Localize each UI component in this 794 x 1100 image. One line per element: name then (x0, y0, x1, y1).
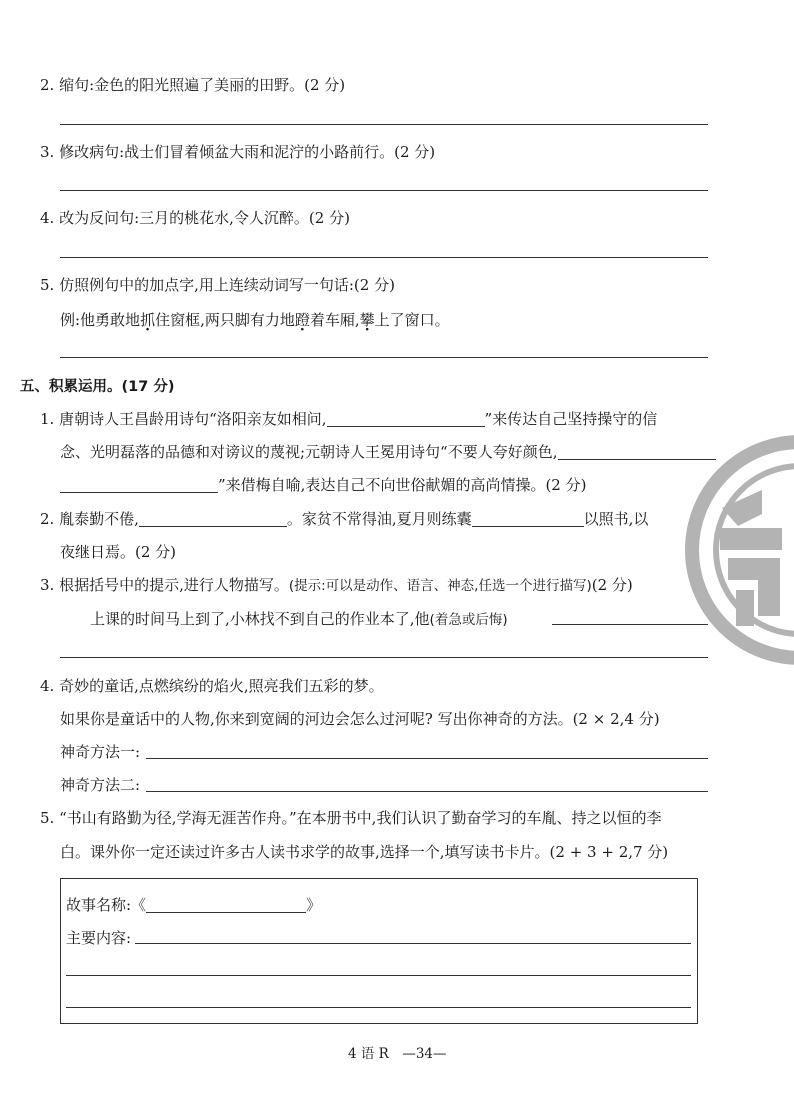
s4-method-2-label: 神奇方法二: (60, 776, 141, 794)
s3-hint: (提示:可以是动作、语言、神态,任选一个进行描写) (288, 578, 592, 594)
s3-score: (2 分) (591, 576, 633, 594)
story-name-close: 》 (306, 896, 322, 914)
answer-line-q3[interactable] (60, 190, 708, 191)
example-part-c: 着车厢, (309, 311, 360, 329)
question-2-text: 2. 缩句:金色的阳光照遍了美丽的田野。(2 分) (40, 76, 346, 94)
section-5-title: 五、积累运用。(17 分) (20, 379, 175, 395)
reading-card (60, 878, 698, 1024)
question-5-text: 5. 仿照例句中的加点字,用上连续动词写一句话:(2 分) (40, 276, 395, 294)
question-4-text: 4. 改为反问句:三月的桃花水,令人沉醉。(2 分) (40, 209, 350, 227)
story-name-input[interactable] (146, 896, 306, 913)
example-part-b: 住窗框,两只脚有力地 (155, 311, 295, 329)
main-content-line-1[interactable] (135, 943, 691, 944)
s2-blank-1[interactable] (139, 510, 287, 527)
seal-stamp-graphic (650, 430, 794, 670)
story-name-label: 故事名称:《 (66, 896, 147, 914)
s2-line-2: 夜继日焉。(2 分) (60, 543, 177, 561)
s2-line-1-part-b: 。家贫不常得油,夏月则练囊 (286, 510, 472, 528)
example-part-a: 例:他勇敢地 (60, 311, 141, 329)
main-content-line-2[interactable] (66, 975, 691, 976)
example-part-d: 上了窗口。 (374, 311, 450, 329)
s1-line-1 (40, 408, 657, 429)
main-content-line-3[interactable] (66, 1007, 691, 1008)
s1-blank-1[interactable] (327, 410, 485, 427)
seal-stamp (650, 430, 794, 670)
s5-line-2: 白。课外你一定还读过许多古人读书求学的故事,选择一个,填写读书卡片。(2 + 3 + 2,7 分) (60, 843, 669, 861)
s2-line-1 (40, 508, 648, 529)
s1-line-3-text: ”来借梅自喻,表达自己不向世俗献媚的高尚情操。(2 分) (218, 476, 587, 494)
s1-line-2-text: 念、光明磊落的品德和对谤议的蔑视;元朝诗人王冕用诗句“不要人夸好颜色, (60, 443, 558, 461)
s5-line-1: 5. “书山有路勤为径,学海无涯苦作舟。”在本册书中,我们认识了勤奋学习的车胤、持之以恒的李 (40, 809, 662, 827)
s1-line-1-part-a: 1. 唐朝诗人王昌龄用诗句“洛阳亲友如相问, (40, 410, 327, 428)
question-3-text: 3. 修改病句:战士们冒着倾盆大雨和泥泞的小路前行。(2 分) (40, 143, 436, 161)
s4-method-1-label: 神奇方法一: (60, 743, 141, 761)
s2-line-1-part-a: 2. 胤泰勤不倦, (40, 510, 139, 528)
s3-line-2 (90, 608, 508, 629)
dotted-char-1: 抓 (140, 311, 156, 329)
s4-method-1-line[interactable] (146, 758, 708, 759)
page-footer: 4 语 R —34— (348, 1046, 447, 1062)
s2-line-1-part-c: 以照书,以 (583, 510, 649, 528)
s3-answer-line[interactable] (60, 657, 708, 658)
main-content-label: 主要内容: (66, 929, 132, 947)
s1-blank-3[interactable] (60, 476, 218, 493)
s3-line-2-hint: (着急或后悔) (429, 612, 508, 628)
s1-line-2 (60, 441, 716, 462)
s4-method-2-line[interactable] (146, 791, 708, 792)
s4-line-2: 如果你是童话中的人物,你来到宽阔的河边会怎么过河呢? 写出你神奇的方法。(2 × 2,4 分) (60, 710, 660, 728)
answer-line-q2[interactable] (60, 124, 708, 125)
s2-blank-2[interactable] (472, 510, 584, 527)
story-name-field (66, 894, 321, 915)
s1-line-3 (60, 474, 586, 495)
dotted-char-2: 蹬 (294, 311, 310, 329)
s1-line-1-part-b: ”来传达自己坚持操守的信 (484, 410, 658, 428)
answer-line-q5[interactable] (60, 357, 708, 358)
question-5-example (60, 309, 450, 330)
s3-line-1 (40, 574, 633, 595)
dotted-char-3: 攀 (359, 311, 375, 329)
answer-line-q4[interactable] (60, 257, 708, 258)
s3-line-2-text: 上课的时间马上到了,小林找不到自己的作业本了,他 (90, 610, 430, 628)
s4-line-1: 4. 奇妙的童话,点燃缤纷的焰火,照亮我们五彩的梦。 (40, 677, 384, 695)
s3-line-1-part-a: 3. 根据括号中的提示,进行人物描写。 (40, 576, 289, 594)
